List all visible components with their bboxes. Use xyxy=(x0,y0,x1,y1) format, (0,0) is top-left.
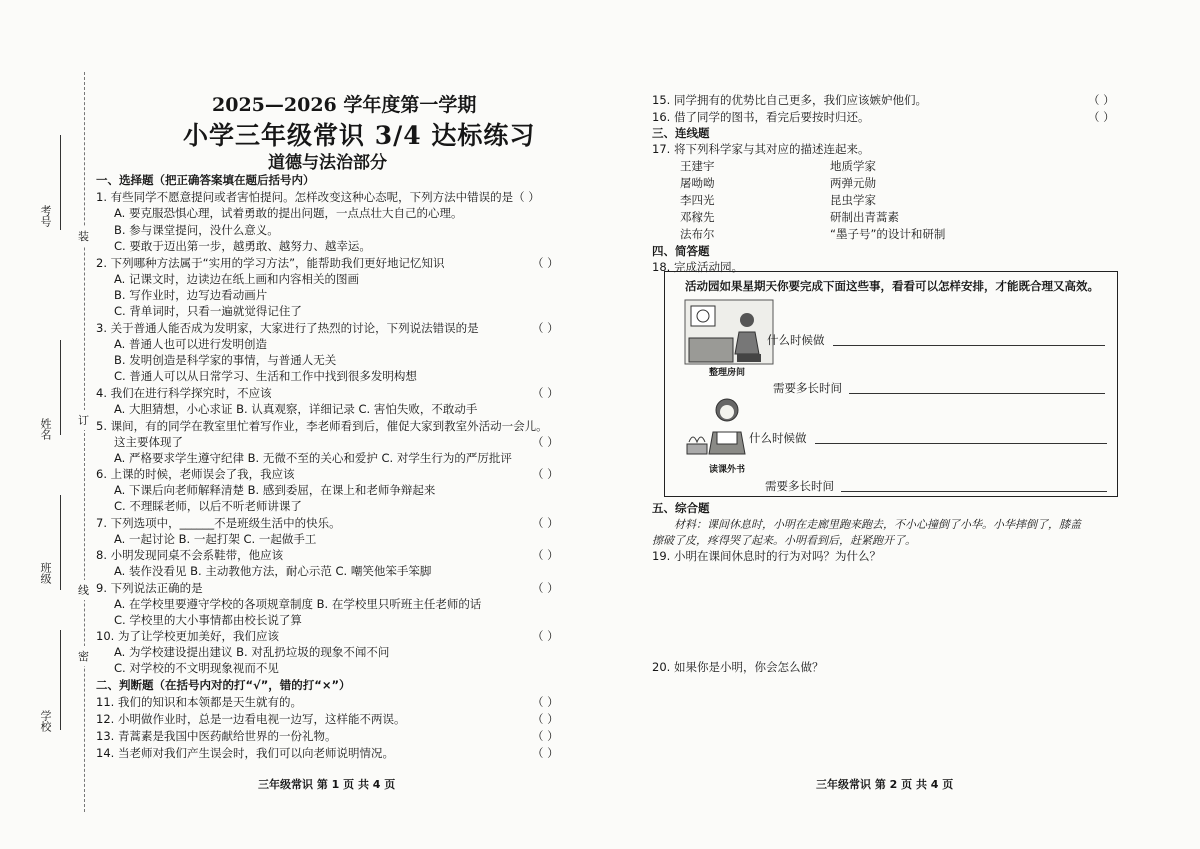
answer-blank[interactable]: （ ） xyxy=(532,548,559,562)
match-left-item[interactable]: 邓稼先 xyxy=(680,210,715,224)
page-year-title: 2025—2026 学年度第一学期 xyxy=(212,94,477,116)
answer-blank[interactable]: （ ） xyxy=(532,712,559,726)
section-short-answer-heading: 四、简答题 xyxy=(652,244,710,258)
activity-box xyxy=(664,271,1118,497)
question-line: 17. 将下列科学家与其对应的描述连起来。 xyxy=(652,142,870,156)
page1-footer: 三年级常识 第 1 页 共 4 页 xyxy=(258,778,396,791)
answer-blank[interactable]: （ ） xyxy=(532,516,559,530)
answer-blank[interactable]: （ ） xyxy=(1088,93,1115,107)
match-right-item[interactable]: 研制出青蒿素 xyxy=(830,210,899,224)
option-line: A. 大胆猜想，小心求证 B. 认真观察，详细记录 C. 害怕失败，不敢动手 xyxy=(114,402,478,416)
question-line: 10. 为了让学校更加美好，我们应该 xyxy=(96,629,279,643)
answer-blank[interactable]: （ ） xyxy=(532,256,559,270)
match-left-item[interactable]: 屠呦呦 xyxy=(680,176,715,190)
question-line: 这主要体现了 xyxy=(114,435,183,449)
option-line: C. 不理睬老师，以后不听老师讲课了 xyxy=(114,499,302,513)
tidy-room-illustration xyxy=(683,298,775,366)
name-field xyxy=(60,340,61,435)
option-line: A. 装作没看见 B. 主动教他方法，耐心示范 C. 嘲笑他笨手笨脚 xyxy=(114,564,432,578)
judge-line: 15. 同学拥有的优势比自己更多，我们应该嫉妒他们。 xyxy=(652,93,927,107)
option-line: B. 参与课堂提问，没什么意义。 xyxy=(114,223,279,237)
answer-blank[interactable]: （ ） xyxy=(532,629,559,643)
option-line: A. 普通人也可以进行发明创造 xyxy=(114,337,267,351)
answer-blank[interactable]: （ ） xyxy=(1088,110,1115,124)
option-line: A. 记课文时，边读边在纸上画和内容相关的图画 xyxy=(114,272,359,286)
school-label: 学校 xyxy=(39,710,52,732)
duration-answer-line[interactable] xyxy=(849,393,1105,394)
match-right-item[interactable]: 地质学家 xyxy=(830,159,876,173)
option-line: B. 写作业时，边写边看动画片 xyxy=(114,288,268,302)
duration-answer-line[interactable] xyxy=(841,491,1107,492)
judge-line: 16. 借了同学的图书，看完后要按时归还。 xyxy=(652,110,870,124)
section-judge-heading: 二、判断题（在括号内对的打“√”，错的打“×”） xyxy=(96,678,351,692)
page-subtitle: 道德与法治部分 xyxy=(268,153,387,173)
section-choice-heading: 一、选择题（把正确答案填在题后括号内） xyxy=(96,173,315,187)
question-line: 5. 课间，有的同学在教室里忙着写作业，李老师看到后，催促大家到教室外活动一会儿。 xyxy=(96,419,548,433)
question-line: 19. 小明在课间休息时的行为对吗？为什么？ xyxy=(652,549,881,563)
reading-caption: 读课外书 xyxy=(709,465,746,475)
question-line: 9. 下列说法正确的是 xyxy=(96,581,203,595)
match-left-item[interactable]: 李四光 xyxy=(680,193,715,207)
exam-number-field xyxy=(60,135,61,230)
judge-line: 11. 我们的知识和本领都是天生就有的。 xyxy=(96,695,302,709)
match-right-item[interactable]: 昆虫学家 xyxy=(830,193,876,207)
option-line: C. 背单词时，只看一遍就觉得记住了 xyxy=(114,304,302,318)
option-line: A. 要克服恐惧心理，试着勇敢的提出问题，一点点壮大自己的心理。 xyxy=(114,206,463,220)
option-line: A. 为学校建设提出建议 B. 对乱扔垃圾的现象不闻不问 xyxy=(114,645,390,659)
class-field xyxy=(60,495,61,590)
answer-blank[interactable]: （ ） xyxy=(532,467,559,481)
material-text: 擦破了皮，疼得哭了起来。小明看到后，赶紧跑开了。 xyxy=(652,534,916,547)
question-line: 2. 下列哪种方法属于“实用的学习方法”，能帮助我们更好地记忆知识 xyxy=(96,256,445,270)
option-line: A. 下课后向老师解释清楚 B. 感到委屈，在课上和老师争辩起来 xyxy=(114,483,436,497)
school-field xyxy=(60,630,61,730)
section-comprehensive-heading: 五、综合题 xyxy=(652,501,710,515)
judge-line: 12. 小明做作业时，总是一边看电视一边写，这样能不两误。 xyxy=(96,712,406,726)
class-label: 班级 xyxy=(39,562,52,584)
page2-footer: 三年级常识 第 2 页 共 4 页 xyxy=(816,778,954,791)
option-line: C. 学校里的大小事情都由校长说了算 xyxy=(114,613,302,627)
duration-label: 需要多长时间 xyxy=(773,381,842,395)
answer-blank[interactable]: （ ） xyxy=(532,695,559,709)
answer-blank[interactable]: （ ） xyxy=(532,729,559,743)
question-line: 1. 有些同学不愿意提问或者害怕提问。怎样改变这种心态呢，下列方法中错误的是（ ） xyxy=(96,190,540,204)
question-line: 8. 小明发现同桌不会系鞋带，他应该 xyxy=(96,548,284,562)
option-line: A. 严格要求学生遵守纪律 B. 无微不至的关心和爱护 C. 对学生行为的严厉批评 xyxy=(114,451,512,465)
question-line: 20. 如果你是小明，你会怎么做？ xyxy=(652,660,824,674)
when-answer-line[interactable] xyxy=(833,345,1105,346)
question-line: 4. 我们在进行科学探究时，不应该 xyxy=(96,386,272,400)
answer-blank[interactable]: （ ） xyxy=(532,435,559,449)
judge-line: 13. 青蒿素是我国中医药献给世界的一份礼物。 xyxy=(96,729,337,743)
section-match-heading: 三、连线题 xyxy=(652,126,710,140)
page-main-title: 小学三年级常识 3/4 达标练习 xyxy=(183,121,536,150)
binding-line xyxy=(84,72,85,812)
answer-blank[interactable]: （ ） xyxy=(532,581,559,595)
answer-blank[interactable]: （ ） xyxy=(532,321,559,335)
activity-intro: 活动园如果星期天你要完成下面这些事，看看可以怎样安排，才能既合理又高效。 xyxy=(685,279,1099,293)
question-line: 3. 关于普通人能否成为发明家，大家进行了热烈的讨论，下列说法错误的是 xyxy=(96,321,479,335)
margin-mark: 订 xyxy=(78,410,89,430)
tidy-room-caption: 整理房间 xyxy=(709,368,746,378)
option-line: A. 在学校里要遵守学校的各项规章制度 B. 在学校里只听班主任老师的话 xyxy=(114,597,482,611)
exam-number-label: 考号 xyxy=(39,205,52,227)
match-left-item[interactable]: 王建宇 xyxy=(680,159,715,173)
option-line: C. 要敢于迈出第一步，越勇敢、越努力、越幸运。 xyxy=(114,239,371,253)
option-line: A. 一起讨论 B. 一起打架 C. 一起做手工 xyxy=(114,532,317,546)
margin-mark: 装 xyxy=(78,226,89,246)
match-left-item[interactable]: 法布尔 xyxy=(680,227,715,241)
margin-mark: 线 xyxy=(78,580,89,600)
name-label: 姓名 xyxy=(39,418,52,440)
question-line: 6. 上课的时候，老师误会了我，我应该 xyxy=(96,467,295,481)
judge-line: 14. 当老师对我们产生误会时，我们可以向老师说明情况。 xyxy=(96,746,394,760)
when-answer-line[interactable] xyxy=(815,443,1107,444)
answer-blank[interactable]: （ ） xyxy=(532,386,559,400)
match-right-item[interactable]: 两弹元勋 xyxy=(830,176,876,190)
duration-label: 需要多长时间 xyxy=(765,479,834,493)
reading-illustration xyxy=(683,392,763,456)
match-right-item[interactable]: “墨子号”的设计和研制 xyxy=(830,227,946,241)
margin-mark: 密 xyxy=(78,646,89,666)
option-line: C. 对学校的不文明现象视而不见 xyxy=(114,661,279,675)
when-label: 什么时候做 xyxy=(767,333,825,347)
question-line: 18. 完成活动园。 xyxy=(652,260,743,274)
when-label: 什么时候做 xyxy=(749,431,807,445)
question-line: 7. 下列选项中，______不是班级生活中的快乐。 xyxy=(96,516,341,530)
option-line: C. 普通人可以从日常学习、生活和工作中找到很多发明构想 xyxy=(114,369,417,383)
option-line: B. 发明创造是科学家的事情，与普通人无关 xyxy=(114,353,337,367)
answer-blank[interactable]: （ ） xyxy=(532,746,559,760)
material-text: 材料：课间休息时，小明在走廊里跑来跑去，不小心撞倒了小华。小华摔倒了，膝盖 xyxy=(674,518,1081,531)
